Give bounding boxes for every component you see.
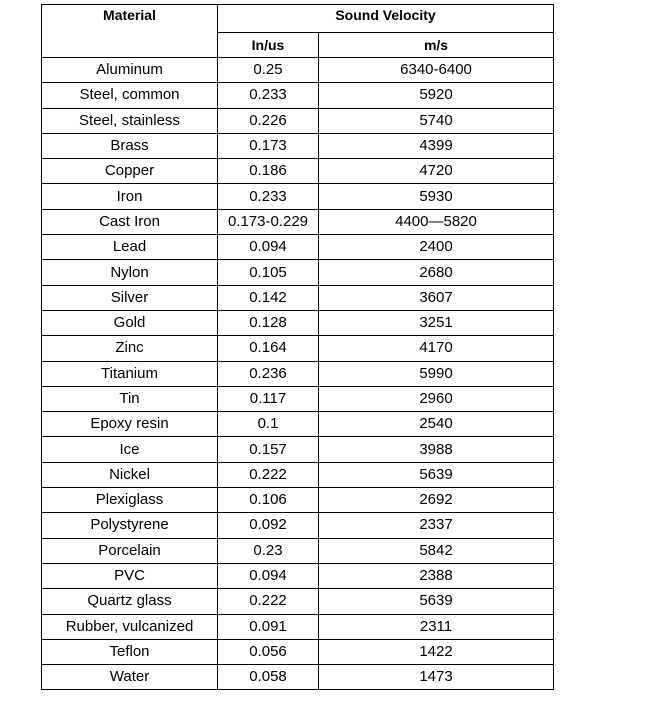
- cell-in-us: 0.058: [218, 665, 319, 690]
- cell-in-us: 0.186: [218, 159, 319, 184]
- table-row: [42, 614, 554, 639]
- cell-material: Aluminum: [42, 58, 218, 83]
- table-row: [42, 386, 554, 411]
- cell-material: Ice: [42, 437, 218, 462]
- cell-in-us: 0.142: [218, 285, 319, 310]
- cell-in-us: 0.092: [218, 513, 319, 538]
- cell-m-s: 2680: [319, 260, 554, 285]
- cell-in-us: 0.128: [218, 310, 319, 335]
- table-row: [42, 437, 554, 462]
- cell-m-s: 3251: [319, 310, 554, 335]
- table-row: [42, 260, 554, 285]
- cell-m-s: 2692: [319, 488, 554, 513]
- table-row: [42, 639, 554, 664]
- cell-material: Nylon: [42, 260, 218, 285]
- table-row: [42, 462, 554, 487]
- cell-m-s: 4400—5820: [319, 209, 554, 234]
- cell-material: Quartz glass: [42, 589, 218, 614]
- cell-material: Steel, common: [42, 83, 218, 108]
- cell-material: Zinc: [42, 336, 218, 361]
- table-row: [42, 209, 554, 234]
- cell-material: Silver: [42, 285, 218, 310]
- sound-velocity-table: [41, 4, 554, 690]
- table-row: [42, 58, 554, 83]
- table-header-row: [42, 5, 554, 33]
- cell-in-us: 0.173-0.229: [218, 209, 319, 234]
- cell-m-s: 2540: [319, 412, 554, 437]
- cell-material: PVC: [42, 563, 218, 588]
- cell-m-s: 4720: [319, 159, 554, 184]
- cell-in-us: 0.233: [218, 83, 319, 108]
- cell-in-us: 0.106: [218, 488, 319, 513]
- cell-material: Epoxy resin: [42, 412, 218, 437]
- cell-m-s: 5930: [319, 184, 554, 209]
- cell-material: Lead: [42, 235, 218, 260]
- cell-in-us: 0.094: [218, 563, 319, 588]
- cell-in-us: 0.222: [218, 589, 319, 614]
- cell-material: Cast Iron: [42, 209, 218, 234]
- cell-m-s: 1473: [319, 665, 554, 690]
- cell-in-us: 0.233: [218, 184, 319, 209]
- cell-material: Steel, stainless: [42, 108, 218, 133]
- cell-m-s: 2388: [319, 563, 554, 588]
- table-row: [42, 488, 554, 513]
- table-row: [42, 159, 554, 184]
- cell-m-s: 5639: [319, 589, 554, 614]
- cell-material: Copper: [42, 159, 218, 184]
- cell-in-us: 0.105: [218, 260, 319, 285]
- cell-in-us: 0.157: [218, 437, 319, 462]
- cell-material: Gold: [42, 310, 218, 335]
- column-header-in-us: In/us: [218, 32, 319, 58]
- cell-in-us: 0.117: [218, 386, 319, 411]
- table-row: [42, 310, 554, 335]
- cell-material: Nickel: [42, 462, 218, 487]
- table-row: [42, 235, 554, 260]
- table-row: [42, 108, 554, 133]
- cell-m-s: 2960: [319, 386, 554, 411]
- cell-m-s: 6340-6400: [319, 58, 554, 83]
- table-row: [42, 184, 554, 209]
- table-row: [42, 538, 554, 563]
- column-header-m-s: m/s: [319, 32, 554, 58]
- cell-in-us: 0.226: [218, 108, 319, 133]
- table-row: [42, 133, 554, 158]
- cell-m-s: 5990: [319, 361, 554, 386]
- table-row: [42, 83, 554, 108]
- cell-m-s: 4399: [319, 133, 554, 158]
- cell-in-us: 0.1: [218, 412, 319, 437]
- cell-m-s: 5740: [319, 108, 554, 133]
- cell-material: Porcelain: [42, 538, 218, 563]
- table-row: [42, 336, 554, 361]
- cell-material: Iron: [42, 184, 218, 209]
- cell-material: Polystyrene: [42, 513, 218, 538]
- cell-in-us: 0.25: [218, 58, 319, 83]
- table-row: [42, 285, 554, 310]
- cell-material: Teflon: [42, 639, 218, 664]
- table-row: [42, 589, 554, 614]
- cell-m-s: 5842: [319, 538, 554, 563]
- cell-in-us: 0.222: [218, 462, 319, 487]
- table-body: [42, 58, 554, 690]
- table-row: [42, 665, 554, 690]
- column-header-material: Material: [42, 5, 218, 58]
- table-row: [42, 412, 554, 437]
- cell-in-us: 0.091: [218, 614, 319, 639]
- cell-m-s: 3988: [319, 437, 554, 462]
- cell-m-s: 5639: [319, 462, 554, 487]
- cell-material: Rubber, vulcanized: [42, 614, 218, 639]
- cell-m-s: 3607: [319, 285, 554, 310]
- table-row: [42, 563, 554, 588]
- cell-material: Plexiglass: [42, 488, 218, 513]
- cell-in-us: 0.236: [218, 361, 319, 386]
- cell-material: Brass: [42, 133, 218, 158]
- cell-in-us: 0.056: [218, 639, 319, 664]
- cell-m-s: 2311: [319, 614, 554, 639]
- cell-in-us: 0.094: [218, 235, 319, 260]
- cell-material: Tin: [42, 386, 218, 411]
- cell-m-s: 5920: [319, 83, 554, 108]
- table-row: [42, 361, 554, 386]
- cell-in-us: 0.173: [218, 133, 319, 158]
- column-header-sound-velocity: Sound Velocity: [218, 5, 554, 33]
- cell-in-us: 0.23: [218, 538, 319, 563]
- cell-m-s: 1422: [319, 639, 554, 664]
- table-row: [42, 513, 554, 538]
- cell-m-s: 2337: [319, 513, 554, 538]
- cell-m-s: 4170: [319, 336, 554, 361]
- cell-m-s: 2400: [319, 235, 554, 260]
- cell-material: Titanium: [42, 361, 218, 386]
- cell-in-us: 0.164: [218, 336, 319, 361]
- cell-material: Water: [42, 665, 218, 690]
